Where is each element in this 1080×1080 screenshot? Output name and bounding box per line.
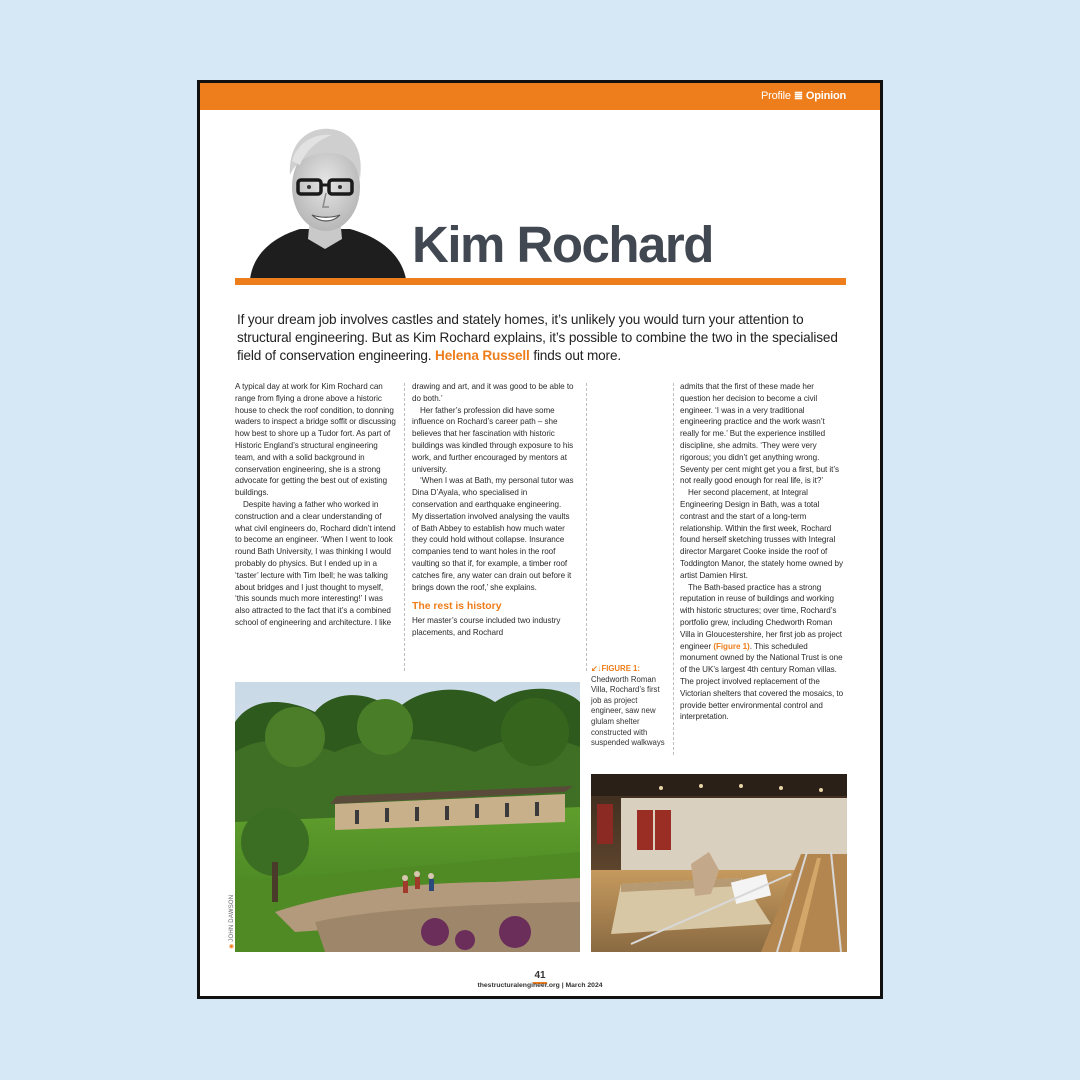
- footer-line: thestructuralengineer.org | March 2024: [477, 982, 603, 989]
- paragraph: drawing and art, and it was good to be able to do both.’: [412, 382, 574, 403]
- column-divider: [586, 383, 587, 671]
- chedworth-interior-photo: [591, 774, 847, 952]
- paragraph: Her master’s course included two industry placements, and Rochard: [412, 616, 561, 638]
- paragraph: A typical day at work for Kim Rochard can range from flying a drone above a historic house to check the roof condition, to donning waders to inspect a bridge soffit or discussing how best to shore up a Tudor fort. As part of Historic England’s structural engineering team, and with a solid background in conservation engineering, she is a strong advocate for getting the best out of existing buildings.: [235, 382, 396, 498]
- section-label: [761, 89, 846, 102]
- paragraph: Despite having a father who worked in construction and a clear understanding of what civil engineers do, Rochard didn’t intend to become an engineer. ‘When I went to look round Bath University, I was thinking I would probably do physics. But I ended up in a ‘taster’ lecture with Tim Ibell; he was talking about bridges and I just thought to myself, ‘this sounds much more interesting!’ I was also attracted to the fact that it’s a combined school of engineering and architecture. I like: [235, 499, 396, 627]
- standfirst-tail: finds out more.: [533, 348, 621, 363]
- photo-credit-text: JOHN DAWSON: [229, 894, 235, 942]
- standfirst-text: If your dream job involves castles and stately homes, it’s unlikely you would turn your attention to structural engineering. But as Kim Rochard explains, it’s possible to combine the two in the specialised field of conservation engineering.: [237, 312, 838, 363]
- figure-label: FIGURE 1:: [601, 664, 640, 673]
- page-number: 41: [534, 970, 546, 981]
- section-bar: [200, 83, 880, 110]
- standfirst: [237, 311, 852, 365]
- page-footer: [200, 970, 880, 991]
- paragraph: Her second placement, at Integral Engineering Design in Bath, was a total contrast and the start of a long-term relationship. Within the first week, Rochard found herself sketching trusses with Integral director Margaret Cooke inside the roof of Toddington Manor, the stately home owned by artist Damien Hirst.: [680, 488, 843, 580]
- portrait-photo: [240, 117, 410, 279]
- paragraph: [680, 582, 845, 724]
- figure-caption: [591, 664, 669, 749]
- paragraph: ‘When I was at Bath, my personal tutor was Dina D’Ayala, who specialised in conservation and earthquake engineering. My dissertation involved analysing the vaults of Bath Abbey to establish how much water they could hold without collapse. Insurance companies tend to want holes in the roof vaulting so that if, for example, a timber roof catches fire, any water can drain out before it brings down the roof,’ she explains.: [412, 476, 574, 592]
- chedworth-outdoor-photo: [235, 682, 580, 952]
- paragraph: admits that the first of these made her question her decision to become a civil engineer. ‘I was in a very traditional engineering practice and the work wasn’t really for me.’ But the experience instilled discipline, she admits. ‘They were very rigorous; you didn’t get anything wrong. Seventy per cent might get you a first, but it’s not really good enough for real life, is it?’: [680, 382, 839, 486]
- byline-author: Helena Russell: [435, 348, 530, 363]
- article-column-1: [235, 381, 397, 629]
- section-opinion: Opinion: [805, 90, 846, 102]
- paragraph-text: . This scheduled monument owned by the National Trust is one of the UK’s largest 4th century Roman villas. The project involved replacement of the Victorian shelters that covered the mosaics, to provide better environmental control and interpretation.: [680, 641, 844, 722]
- article-column-3: [680, 381, 845, 723]
- article-column-2: [412, 381, 574, 639]
- section-profile: Profile: [761, 90, 791, 102]
- column-divider: [404, 383, 405, 671]
- column-divider: [673, 383, 674, 755]
- section-separator-icon: ≣: [793, 90, 803, 102]
- camera-icon: ◉: [229, 943, 235, 949]
- photo-credit: [228, 895, 235, 949]
- paragraph: Her father’s profession did have some influence on Rochard’s career path – she believes that her fascination with historic buildings was kindled through exposure to his work, and further encouraged by mentors at university.: [412, 405, 574, 474]
- figure-reference-link[interactable]: (Figure 1): [713, 641, 750, 651]
- title-rule: [235, 278, 846, 285]
- subheading: The rest is history: [412, 600, 502, 613]
- magazine-page: [197, 80, 883, 999]
- page-title: Kim Rochard: [412, 216, 713, 273]
- figure-caption-text: Chedworth Roman Villa, Rochard’s first job as project engineer, saw new glulam shelter constructed with suspended walkways: [591, 674, 665, 748]
- paragraph-text: The Bath-based practice has a strong reputation in reuse of buildings and working with historic structures; over time, Rochard’s portfolio grew, including Chedworth Roman Villa in Gloucestershire, her first job as project engineer: [680, 582, 842, 651]
- arrow-down-left-icon: ↙↓: [591, 664, 602, 673]
